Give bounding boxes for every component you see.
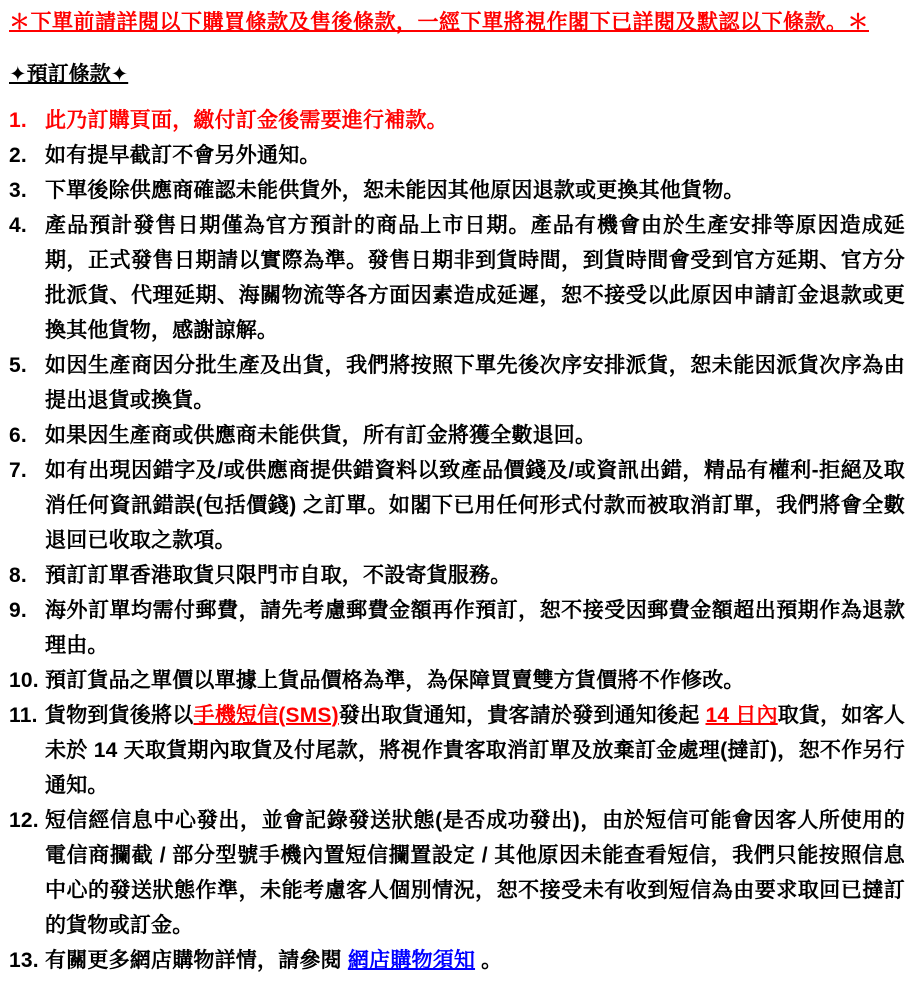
term-segment: 預訂訂單香港取貨只限門市自取，不設寄貨服務。 bbox=[45, 564, 512, 587]
term-segment: 如因生產商因分批生產及出貨，我們將按照下單先後次序安排派貨，恕未能因派貨次序為由提出退貨或換貨。 bbox=[45, 354, 905, 412]
term-item-10 bbox=[9, 663, 905, 698]
term-item-12 bbox=[9, 803, 905, 943]
term-segment: 海外訂單均需付郵費，請先考慮郵費金額再作預訂，恕不接受因郵費金額超出預期作為退款理由。 bbox=[45, 599, 905, 657]
term-number: 13. bbox=[9, 949, 39, 972]
section-title-preorder-terms: ✦預訂條款✦ bbox=[9, 63, 129, 86]
term-item-11 bbox=[9, 698, 905, 803]
term-segment: 有關更多網店購物詳情，請參閱 bbox=[45, 949, 348, 972]
term-item-5 bbox=[9, 348, 905, 418]
term-number: 9. bbox=[9, 599, 27, 622]
term-segment: 取貨，如客人未於 14 天取貨期內取貨及付尾款，將視作貴客取消訂單及放棄訂金處理(撻訂)，恕不作另行通知。 bbox=[45, 704, 905, 797]
term-number: 10. bbox=[9, 669, 39, 692]
term-text bbox=[45, 564, 511, 587]
term-segment: 發出取貨通知，貴客請於發到通知後起 bbox=[338, 704, 706, 727]
term-text bbox=[45, 669, 745, 692]
term-number: 3. bbox=[9, 179, 27, 202]
term-text bbox=[45, 354, 905, 412]
term-item-1 bbox=[9, 103, 905, 138]
term-number: 6. bbox=[9, 424, 27, 447]
term-segment: 如有提早截訂不會另外通知。 bbox=[45, 144, 321, 167]
term-number: 11. bbox=[9, 704, 38, 727]
term-item-3 bbox=[9, 173, 905, 208]
term-segment: 下單後除供應商確認未能供貨外，恕未能因其他原因退款或更換其他貨物。 bbox=[45, 179, 745, 202]
terms-list bbox=[9, 103, 905, 978]
term-segment: 預訂貨品之單價以單據上貨品價格為準，為保障買賣雙方貨價將不作修改。 bbox=[45, 669, 745, 692]
red-underline-highlight: 14 日內 bbox=[705, 704, 778, 727]
term-item-7 bbox=[9, 453, 905, 558]
term-item-9 bbox=[9, 593, 905, 663]
purchase-warning-header: ＊下單前請詳閱以下購買條款及售後條款，一經下單將視作閣下已詳閱及默認以下條款。＊ bbox=[9, 11, 869, 34]
term-text bbox=[45, 704, 905, 797]
term-segment: 此乃訂購頁面，繳付訂金後需要進行補款。 bbox=[45, 109, 448, 132]
term-segment: 產品預計發售日期僅為官方預計的商品上市日期。產品有機會由於生產安排等原因造成延期，正式發售日期請以實際為準。發售日期非到貨時間，到貨時間會受到官方延期、官方分批派貨、代理延期、海關物流等各方面因素造成延遲，恕不接受以此原因申請訂金退款或更換其他貨物，感謝諒解。 bbox=[45, 214, 905, 342]
term-segment: 如有出現因錯字及/或供應商提供錯資料以致產品價錢及/或資訊出錯，精品有權利-拒絕及取消任何資訊錯誤(包括價錢) 之訂單。如閣下已用任何形式付款而被取消訂單，我們將會全數退回已收取之款項。 bbox=[45, 459, 905, 552]
term-text bbox=[45, 109, 448, 132]
term-number: 8. bbox=[9, 564, 27, 587]
term-number: 4. bbox=[9, 214, 27, 237]
term-segment: 貨物到貨後將以 bbox=[45, 704, 194, 727]
term-segment: 如果因生產商或供應商未能供貨，所有訂金將獲全數退回。 bbox=[45, 424, 597, 447]
term-text bbox=[45, 949, 502, 972]
term-item-8 bbox=[9, 558, 905, 593]
red-underline-highlight: 手機短信(SMS) bbox=[193, 704, 339, 727]
term-text bbox=[45, 179, 745, 202]
store-shopping-notice-link[interactable]: 網店購物須知 bbox=[347, 949, 476, 972]
term-number: 12. bbox=[9, 809, 39, 832]
term-number: 5. bbox=[9, 354, 27, 377]
term-text bbox=[45, 144, 321, 167]
term-number: 1. bbox=[9, 109, 27, 132]
term-segment: 短信經信息中心發出，並會記錄發送狀態(是否成功發出)，由於短信可能會因客人所使用的電信商攔截 / 部分型號手機內置短信攔置設定 / 其他原因未能查看短信，我們只能按照信息中心的發送狀態作準，未能考慮客人個別情況，恕不接受未有收到短信為由要求取回已撻訂的貨物或訂金。 bbox=[45, 809, 905, 937]
term-item-4 bbox=[9, 208, 905, 348]
term-text bbox=[45, 214, 905, 342]
term-text bbox=[45, 599, 905, 657]
term-segment: 。 bbox=[475, 949, 503, 972]
term-text bbox=[45, 424, 596, 447]
term-item-2 bbox=[9, 138, 905, 173]
term-item-6 bbox=[9, 418, 905, 453]
term-text bbox=[45, 459, 905, 552]
term-number: 2. bbox=[9, 144, 27, 167]
term-item-13 bbox=[9, 943, 905, 978]
term-number: 7. bbox=[9, 459, 27, 482]
term-text bbox=[45, 809, 905, 937]
